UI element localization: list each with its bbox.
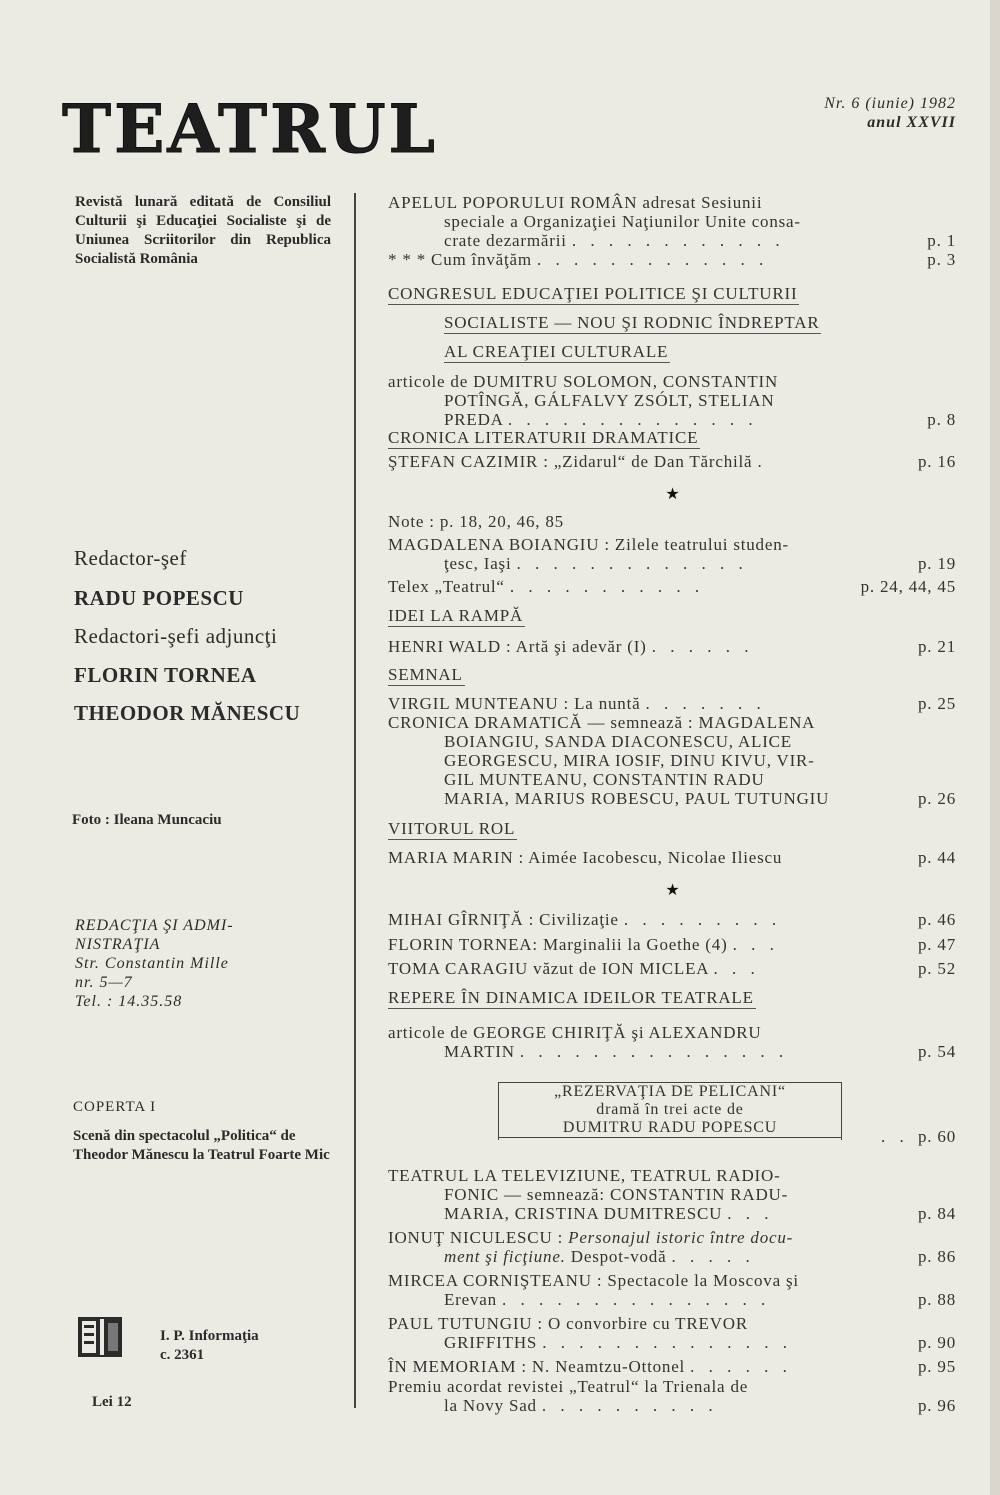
issue-number: Nr. 6 (iunie) 1982: [824, 95, 956, 112]
play-title: „REZERVAŢIA DE PELICANI“: [499, 1082, 841, 1101]
page-ref: p. 47: [918, 935, 956, 954]
printer-order: c. 2361: [160, 1347, 205, 1363]
cover-caption: Scenă din spectacolul „Politica“ de Theodor Mănescu la Teatrul Foarte Mic: [73, 1128, 330, 1163]
toc-entry: MARIA, CRISTINA DUMITRESCU . . . p. 84: [444, 1204, 956, 1223]
magazine-logo: TEATRUL: [62, 90, 438, 168]
toc-entry: [388, 751, 956, 770]
deputy-name-2: THEODOR MĂNESCU: [74, 701, 301, 725]
phone-number: Tel. : 14.35.58: [75, 993, 183, 1010]
toc-entry: [388, 1166, 956, 1185]
toc-text: MARIA MARIN : Aimée Iacobescu, Nicolae Iliescu: [388, 848, 783, 867]
toc-entry: [388, 848, 956, 867]
toc-text: Erevan: [444, 1290, 497, 1309]
toc-entry: [388, 1314, 956, 1333]
address-line-1: Str. Constantin Mille: [75, 955, 229, 972]
toc-entry: * * * Cum învăţăm . . . . . . . . . . . . . p. 3: [388, 250, 956, 269]
page-ref: p. 1: [927, 231, 956, 250]
toc-text: MARTIN: [444, 1042, 515, 1061]
toc-entry: [388, 512, 956, 531]
toc-entry: [388, 372, 956, 391]
deputy-label: Redactori-şefi adjuncţi: [74, 624, 278, 648]
toc-entry: [388, 713, 956, 732]
table-of-contents: [388, 0, 956, 1495]
editor-label: Redactor-şef: [74, 546, 187, 570]
toc-text: PREDA: [444, 410, 503, 429]
toc-entry: Telex „Teatrul“ . . . . . . . . . . . p. 24, 44, 45: [388, 577, 956, 596]
page-ref: p. 96: [918, 1396, 956, 1415]
star-separator-icon: ★: [665, 486, 681, 503]
toc-text: APELUL POPORULUI ROMÂN adresat Sesiunii: [388, 193, 763, 212]
editor-name: RADU POPESCU: [74, 586, 244, 610]
toc-text: MIHAI GÎRNIŢĂ : Civilizaţie: [388, 910, 619, 929]
page-ref: p. 86: [918, 1247, 956, 1266]
toc-text: Telex „Teatrul“: [388, 577, 505, 596]
toc-text: MAGDALENA BOIANGIU : Zilele teatrului studen-: [388, 535, 789, 554]
star-separator-icon: ★: [665, 882, 681, 899]
toc-text: BOIANGIU, SANDA DIACONESCU, ALICE: [444, 732, 792, 751]
toc-text: TEATRUL LA TELEVIZIUNE, TEATRUL RADIO-: [388, 1166, 781, 1185]
page-ref: p. 90: [918, 1333, 956, 1352]
toc-text: TOMA CARAGIU văzut de ION MICLEA: [388, 959, 709, 978]
toc-text: FLORIN TORNEA: Marginalii la Goethe (4): [388, 935, 728, 954]
page-ref: p. 88: [918, 1290, 956, 1309]
section-heading: IDEI LA RAMPĂ: [388, 606, 524, 625]
deputy-name-1: FLORIN TORNEA: [74, 663, 257, 687]
toc-text: ment şi ficţiune.: [444, 1247, 566, 1266]
toc-text: la Novy Sad: [444, 1396, 537, 1415]
page-ref: p. 84: [918, 1204, 956, 1223]
toc-text: Personajul istoric între docu-: [568, 1228, 794, 1247]
toc-text: POTÎNGĂ, GÁLFALVY ZSÓLT, STELIAN: [444, 391, 775, 410]
toc-text: ÎN MEMORIAM : N. Neamtzu-Ottonel: [388, 1357, 686, 1376]
page-ref: p. 26: [918, 789, 956, 808]
page-ref: p. 54: [918, 1042, 956, 1061]
toc-text: MARIA, CRISTINA DUMITRESCU: [444, 1204, 723, 1223]
play-subtitle: dramă în trei acte de: [596, 1101, 744, 1118]
toc-entry: crate dezarmării . . . . . . . . . . . . p. 1: [444, 231, 956, 250]
toc-entry: ÎN MEMORIAM : N. Neamtzu-Ottonel . . . . . . p. 95: [388, 1357, 956, 1376]
column-divider: [354, 193, 356, 1408]
toc-entry: FLORIN TORNEA: Marginalii la Goethe (4) . . . p. 47: [388, 935, 956, 954]
toc-entry: MARTIN . . . . . . . . . . . . . . . p. 54: [444, 1042, 956, 1061]
toc-text: articole de GEORGE CHIRIŢĂ şi ALEXANDRU: [388, 1023, 762, 1042]
toc-entry: [388, 1228, 956, 1247]
page-ref: p. 3: [927, 250, 956, 269]
section-heading: SEMNAL: [388, 665, 463, 684]
section-heading: SOCIALISTE — NOU ŞI RODNIC ÎNDREPTAR: [444, 313, 820, 332]
page-ref: p. 60: [918, 1127, 956, 1146]
photo-credit: Foto : Ileana Muncaciu: [72, 812, 222, 828]
page-ref: p. 95: [918, 1357, 956, 1376]
page-ref: p. 19: [918, 554, 956, 573]
toc-entry: [388, 1377, 956, 1396]
toc-text: GRIFFITHS: [444, 1333, 538, 1352]
section-heading: REPERE ÎN DINAMICA IDEILOR TEATRALE: [388, 988, 754, 1007]
toc-text: ŞTEFAN CAZIMIR : „Zidarul“ de Dan Tărchilă: [388, 452, 753, 471]
toc-text: CRONICA DRAMATICĂ — semnează : MAGDALENA: [388, 713, 816, 732]
toc-entry: [388, 212, 956, 231]
toc-entry: [388, 789, 956, 808]
toc-text: VIRGIL MUNTEANU : La nuntă: [388, 694, 641, 713]
toc-text: Despot-vodă: [565, 1247, 667, 1266]
page-ref: p. 16: [918, 452, 956, 471]
toc-entry: ŞTEFAN CAZIMIR : „Zidarul“ de Dan Tărchilă . p. 16: [388, 452, 956, 471]
toc-text: MIRCEA CORNIŞTEANU : Spectacole la Moscova şi: [388, 1271, 799, 1290]
page-ref: p. 24, 44, 45: [860, 577, 956, 596]
page-ref: p. 8: [927, 410, 956, 429]
toc-entry: VIRGIL MUNTEANU : La nuntă . . . . . . . p. 25: [388, 694, 956, 713]
section-heading: CRONICA LITERATURII DRAMATICE: [388, 428, 699, 447]
toc-entry: [388, 1023, 956, 1042]
printer-name: I. P. Informaţia: [160, 1328, 259, 1344]
section-heading: AL CREAŢIEI CULTURALE: [444, 342, 669, 361]
toc-entry: [388, 732, 956, 751]
toc-text: ţesc, Iaşi: [444, 554, 512, 573]
toc-entry: [388, 1271, 956, 1290]
toc-text: speciale a Organizaţiei Naţiunilor Unite consa-: [444, 212, 801, 231]
toc-text: * * * Cum învăţăm: [388, 250, 532, 269]
toc-text: crate dezarmării: [444, 231, 567, 250]
toc-entry: [388, 391, 956, 410]
toc-entry: HENRI WALD : Artă şi adevăr (I) . . . . . . p. 21: [388, 637, 956, 656]
toc-text: GIL MUNTEANU, CONSTANTIN RADU: [444, 770, 765, 789]
page-ref: p. 25: [918, 694, 956, 713]
toc-text: articole de DUMITRU SOLOMON, CONSTANTIN: [388, 372, 779, 391]
toc-entry: ţesc, Iaşi . . . . . . . . . . . . . p. 19: [444, 554, 956, 573]
page-ref: p. 21: [918, 637, 956, 656]
toc-entry: [388, 770, 956, 789]
toc-entry: [388, 535, 956, 554]
page-ref: p. 46: [918, 910, 956, 929]
toc-text: HENRI WALD : Artă şi adevăr (I): [388, 637, 647, 656]
toc-entry: GRIFFITHS . . . . . . . . . . . . . . p. 90: [444, 1333, 956, 1352]
cover-heading: COPERTA I: [73, 1099, 157, 1115]
toc-text: FONIC — semnează: CONSTANTIN RADU-: [444, 1185, 789, 1204]
toc-entry: MIHAI GÎRNIŢĂ : Civilizaţie . . . . . . . . . p. 46: [388, 910, 956, 929]
toc-entry: ment şi ficţiune. Despot-vodă . . . . . p. 86: [444, 1247, 956, 1266]
section-heading: CONGRESUL EDUCAŢIEI POLITICE ŞI CULTURII: [388, 284, 798, 303]
editorial-address: [75, 916, 315, 1011]
page-ref: p. 44: [918, 848, 956, 867]
toc-text: Note : p. 18, 20, 46, 85: [388, 512, 564, 531]
toc-entry: Erevan . . . . . . . . . . . . . . . p. 88: [444, 1290, 956, 1309]
toc-entry: TOMA CARAGIU văzut de ION MICLEA . . . p. 52: [388, 959, 956, 978]
toc-text: IONUŢ NICULESCU :: [388, 1228, 569, 1247]
price: Lei 12: [92, 1394, 132, 1410]
toc-entry: . . p. 60: [881, 1127, 956, 1146]
printer-info: [160, 1327, 259, 1365]
toc-text: GEORGESCU, MIRA IOSIF, DINU KIVU, VIR-: [444, 751, 815, 770]
toc-text: MARIA, MARIUS ROBESCU, PAUL TUTUNGIU: [444, 789, 830, 808]
toc-entry: [388, 1185, 956, 1204]
redactia-line-1: REDACŢIA ŞI ADMI-: [75, 917, 234, 934]
section-heading: VIITORUL ROL: [388, 819, 516, 838]
play-author: DUMITRU RADU POPESCU: [499, 1119, 841, 1138]
toc-entry: la Novy Sad . . . . . . . . . . p. 96: [444, 1396, 956, 1415]
issue-year: anul XXVII: [867, 114, 956, 131]
page-ref: p. 52: [918, 959, 956, 978]
redactia-line-2: NISTRAŢIA: [75, 936, 161, 953]
address-line-2: nr. 5—7: [75, 974, 133, 991]
printer-logo-icon: [76, 1313, 124, 1361]
publisher-text: Revistă lunară editată de Consiliul Culturii şi Educaţiei Socialiste şi de Uniunea Scriitorilor din Republica Socialistă România: [75, 194, 331, 267]
toc-text: PAUL TUTUNGIU : O convorbire cu TREVOR: [388, 1314, 748, 1333]
toc-text: Premiu acordat revistei „Teatrul“ la Trienala de: [388, 1377, 749, 1396]
toc-entry: PREDA . . . . . . . . . . . . . . p. 8: [444, 410, 956, 429]
toc-entry: [388, 193, 956, 212]
page-edge: [990, 0, 1000, 1495]
